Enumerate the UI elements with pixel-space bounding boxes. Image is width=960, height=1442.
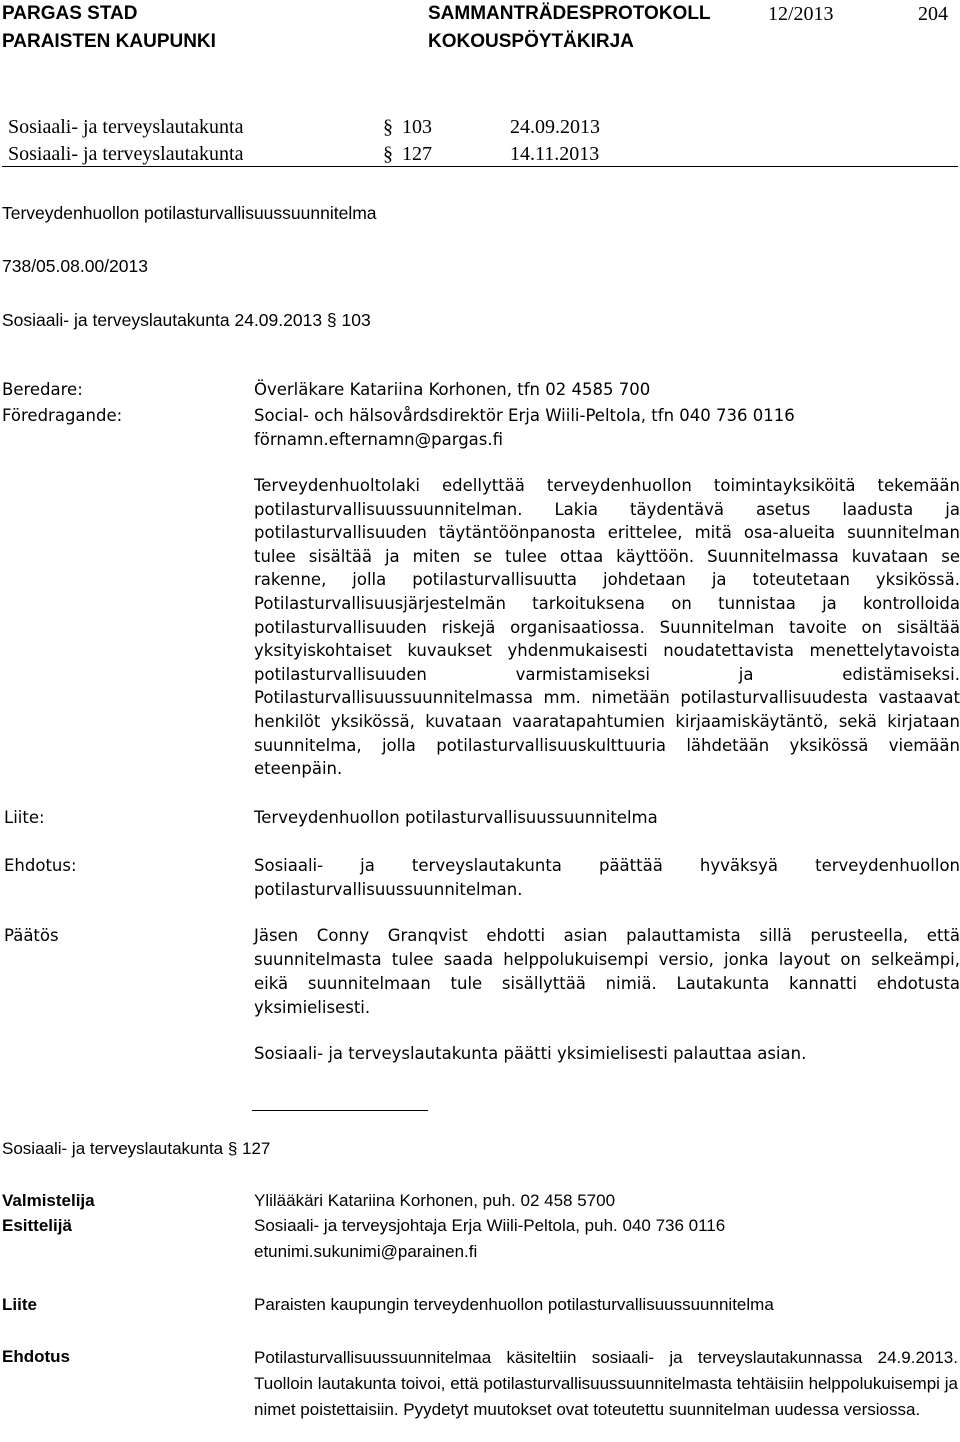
ref-1-number: 103 [402, 116, 432, 138]
ref-2-date: 14.11.2013 [510, 143, 600, 165]
ref-2-number: 127 [402, 143, 432, 165]
diary-number: 738/05.08.00/2013 [2, 256, 148, 276]
liite-2-value: Paraisten kaupungin terveydenhuollon potilasturvallisuussuunnitelma [254, 1295, 774, 1314]
paatos-label: Päätös [4, 926, 59, 945]
foredragande-label: Föredragande: [2, 406, 123, 425]
foredragande-value: Social- och hälsovårdsdirektör Erja Wiili-Peltola, tfn 040 736 0116 [254, 406, 795, 425]
esittelija-label: Esittelijä [2, 1216, 72, 1235]
org-name-fi: PARAISTEN KAUPUNKI [2, 31, 216, 52]
ref-2-body: Sosiaali- ja terveyslautakunta [8, 143, 244, 165]
paatos-decision: Sosiaali- ja terveyslautakunta päätti yksimielisesti palauttaa asian. [254, 1044, 807, 1063]
section-divider [252, 1110, 428, 1111]
ehdotus-value: Sosiaali- ja terveyslautakunta päättää hyväksyä terveydenhuollon potilasturvallisuussuunnitelman. [254, 856, 960, 899]
ref-1-body: Sosiaali- ja terveyslautakunta [8, 116, 244, 138]
meeting-1-heading: Sosiaali- ja terveyslautakunta 24.09.2013 § 103 [2, 310, 371, 330]
ehdotus-2-label: Ehdotus [2, 1347, 70, 1366]
issue-number: 12/2013 [768, 3, 834, 25]
esittelija-value: Sosiaali- ja terveysjohtaja Erja Wiili-Peltola, puh. 040 736 0116 [254, 1216, 726, 1235]
document-title: Terveydenhuollon potilasturvallisuussuunnitelma [2, 203, 377, 223]
foredragande-email: förnamn.efternamn@pargas.fi [254, 430, 504, 449]
valmistelija-label: Valmistelija [2, 1191, 95, 1210]
beredare-value: Överläkare Katariina Korhonen, tfn 02 4585 700 [254, 380, 651, 399]
paatos-value: Jäsen Conny Granqvist ehdotti asian palauttamista sillä perusteella, että suunnitelmasta tulee saada helppolukuisempi versio, jonka layout on selkeämpi, eikä suunnitelmaan tule sisällyttää nimiä. Lautakunta kannatti ehdotusta yksimielisesti. [254, 926, 960, 1017]
beredare-label: Beredare: [2, 380, 83, 399]
org-name-sv: PARGAS STAD [2, 3, 138, 24]
valmistelija-value: Ylilääkäri Katariina Korhonen, puh. 02 458 5700 [254, 1191, 616, 1210]
ehdotus-label: Ehdotus: [4, 856, 77, 875]
paragraph-sign: § [383, 116, 393, 138]
doc-type-fi: KOKOUSPÖYTÄKIRJA [428, 31, 634, 52]
page-number: 204 [918, 3, 948, 25]
liite-label: Liite: [4, 808, 45, 827]
ref-1-date: 24.09.2013 [510, 116, 600, 138]
liite-value: Terveydenhuollon potilasturvallisuussuunnitelma [254, 808, 658, 827]
liite-2-label: Liite [2, 1295, 37, 1314]
meeting-1-body: Terveydenhuoltolaki edellyttää terveydenhuollon toimintayksiköitä tekemään potilasturvallisuussuunnitelman. Lakia täydentävä asetus laadusta ja potilasturvallisuuden täytäntöönpanosta erittelee, mitä osa-alueita suunnitelman tulee sisältää ja miten se tulee ottaa käyttöön. Suunnitelmassa kuvataan se rakenne, jolla potilasturvallisuutta johdetaan ja toteutetaan yksikössä. Potilasturvallisuusjärjestelmän tarkoituksena on tunnistaa ja kontrolloida potilasturvallisuuden riskejä organisaatiossa. Suunnitelman tavoite on sisältää yksityiskohtaiset kuvaukset yhdenmukaisesti noudatettavista menettelytavoista potilasturvallisuuden varmistamiseksi ja edistämiseksi. Potilasturvallisuussuunnitelmassa mm. nimetään potilasturvallisuudesta vastaavat henkilöt yksikössä, kuvataan vaaratapahtumien kirjaamiskäytäntö, sekä kirjataan suunnitelma, jolla potilasturvallisuuskulttuuria lähdetään yksikössä viemään eteenpäin. [254, 476, 960, 779]
paragraph-sign: § [383, 143, 393, 165]
meeting-2-heading: Sosiaali- ja terveyslautakunta § 127 [2, 1139, 271, 1158]
esittelija-email: etunimi.sukunimi@parainen.fi [254, 1242, 478, 1261]
divider-line [2, 166, 958, 167]
doc-type-sv: SAMMANTRÄDESPROTOKOLL [428, 3, 711, 24]
ehdotus-2-value: Potilasturvallisuussuunnitelmaa käsiteltiin sosiaali- ja terveyslautakunnassa 24.9.2013. Tuolloin lautakunta toivoi, että potilasturvallisuussuunnitelmasta tehtäisiin helppolukuisempi ja nimet poistettaisiin. Pyydetyt muutokset ovat toteutettu suunnitelman uudessa versiossa. [254, 1348, 958, 1419]
